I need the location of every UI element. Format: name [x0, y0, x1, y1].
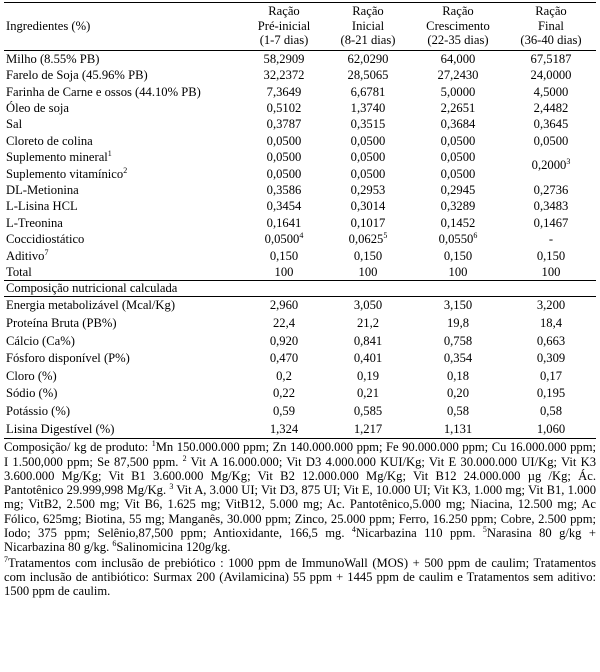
table-row-mineral-supplement: Suplemento mineral$^1$ 0,0500 0,0500 0,0500 0,2000$^3$	[4, 149, 596, 165]
table-footnotes	[4, 440, 596, 598]
header-row	[4, 3, 596, 51]
table-row: Cálcio (Ca%) 0,920 0,841 0,758 0,663	[6, 333, 566, 348]
table-row: Farinha de Carne e ossos (44.10% PB) 7,3649 6,6781 5,0000 4,5000	[6, 84, 569, 99]
table-row: Sal 0,3787 0,3515 0,3684 0,3645	[6, 117, 569, 132]
footnote-composition: Composição/ kg de produto: $^1$Mn 150.000.000 ppm; Zn 140.000.000 ppm; Fe 90.000.000 ppm; Cu 16.000.000 ppm; I 1.500,000 ppm; Se 87,500 ppm. $^2$ Vit A 16.000.000; Vit D3 4.000.000 KUI/Kg; Vit E 30.000.000 UI/Kg; Vit K3 3.600.000 Mg/Kg; Vit B1 3.600.000 Mg/Kg; Vit B2 12.000.000 Mg/Kg; Vit B12 24.000.000 µg /Kg; Ác. Pantotênico 29.999,998 Mg/Kg. $^3$ Vit A, 3.000 UI; Vit D3, 875 UI; Vit E, 10.000 UI; Vit K3, 1.000 mg; Vit B1, 1.000 mg; VitB2, 2.500 mg; Vit B6, 1.625 mg; VitB12, 5.000 mg; Ac. Pantotênico,5.000 mg; Niacina, 12.500 mg; Ac Fólico, 625mg; Biotina, 55 mg; Manganês, 30.000 ppm; Zinco, 25.000 ppm; Ferro, 16.250 ppm; Cobre, 2.500 ppm; Iodo; 375 ppm; Selênio,87,500 ppm; Antioxidante, 166,5 mg. $^4$Nicarbazina 110 ppm. $^5$Narasina 80 g/kg + Nicarbazina 80 g/kg. $^6$Salinomicina 120g/kg.	[4, 439, 596, 555]
nutrition-section-title: Composição nutricional calculada	[4, 281, 596, 297]
table-row: Cloro (%) 0,2 0,19 0,18 0,17	[6, 368, 563, 383]
final-supplement-merged-cell: 0,2000$^3$	[531, 157, 571, 173]
table-row: DL-Metionina 0,3586 0,2953 0,2945 0,2736	[6, 183, 569, 198]
table-row: Potássio (%) 0,59 0,585 0,58 0,58	[6, 404, 563, 419]
table-row: L-Treonina 0,1641 0,1017 0,1452 0,1467	[6, 215, 569, 230]
column-header-final: Ração Final (36-40 dias)	[520, 4, 582, 48]
table-row-vitamin-supplement: Suplemento vitamínico$^2$ 0,0500 0,0500 0,0500	[6, 165, 476, 181]
column-header-crescimento: Ração Crescimento (22-35 dias)	[426, 4, 490, 48]
table-row: L-Lisina HCL 0,3454 0,3014 0,3289 0,3483	[6, 199, 569, 214]
table-row: Proteína Bruta (PB%) 22,4 21,2 19,8 18,4	[6, 316, 563, 331]
table-row: Óleo de soja 0,5102 1,3740 2,2651 2,4482	[6, 101, 569, 115]
section-title-row	[4, 281, 596, 297]
table-row: Sódio (%) 0,22 0,21 0,20 0,195	[6, 386, 566, 401]
table-row: Farelo de Soja (45.96% PB) 32,2372 28,5065 27,2430 24,0000	[6, 68, 572, 83]
table-row: Milho (8.55% PB) 58,2909 62,0290 64,000 67,5187	[6, 51, 572, 66]
ingredients-header: Ingredientes (%)	[6, 18, 91, 33]
table-row: Fósforo disponível (P%) 0,470 0,401 0,354 0,309	[6, 351, 566, 366]
table-row: Lisina Digestível (%) 1,324 1,217 1,131 1,060	[4, 421, 596, 439]
column-header-inicial: Ração Inicial (8-21 dias)	[340, 4, 396, 48]
table-row-total: Total 100 100 100 100	[4, 264, 596, 281]
document	[4, 2, 596, 598]
footnote-treatments: $^7$Tratamentos com inclusão de prebiótico : 1000 ppm de ImmunoWall (MOS) + 500 ppm de caulim; Tratamentos com inclusão de antibiótico: Surmax 200 (Avilamicina) 55 ppm + 1445 ppm de caulim e Tratamentos sem aditivo: 1500 ppm de caulim.	[4, 554, 596, 599]
table-row: Energia metabolizável (Mcal/Kg) 2,960 3,050 3,150 3,200	[6, 298, 566, 313]
column-header-pre-inicial: Ração Pré-inicial (1-7 dias)	[257, 4, 311, 48]
table-row-additive: Aditivo$^7$ 0,150 0,150 0,150 0,150	[6, 247, 566, 263]
table-row-coccidiostatic: Coccidiostático 0,0500$^4$ 0,0625$^5$ 0,0550$^6$ -	[6, 231, 554, 247]
feed-composition-table	[4, 2, 596, 439]
table-row: Cloreto de colina 0,0500 0,0500 0,0500 0,0500	[6, 133, 569, 148]
